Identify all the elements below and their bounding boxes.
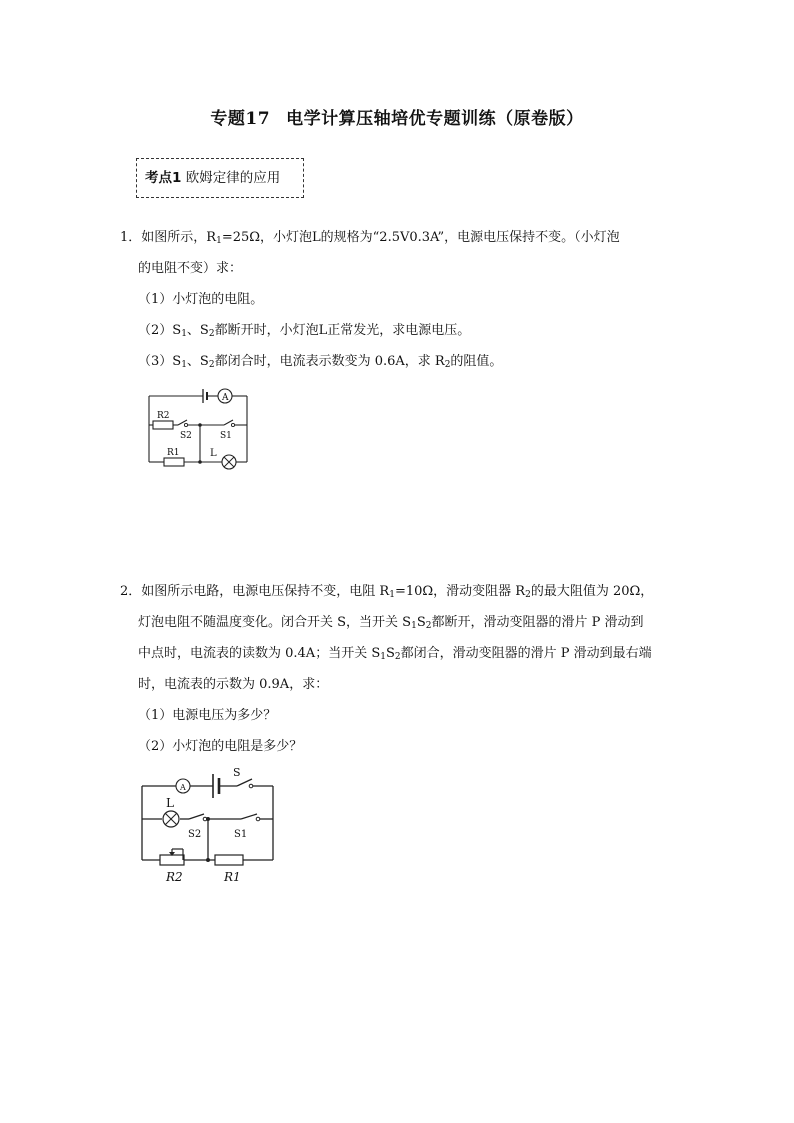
q1-sub: 1: [216, 236, 222, 246]
q2-line3-c: 都闭合，滑动变阻器的滑片 P 滑动到最右端: [400, 646, 652, 661]
q2-line2: [138, 615, 643, 631]
q2-line2-sub1: 1: [411, 621, 417, 631]
label-s2: S2: [180, 431, 192, 441]
q1-part3-a: （3）S: [138, 354, 182, 369]
q2-line3-a: 中点时，电流表的读数为 0.4A；当开关 S: [138, 646, 381, 661]
label-l: L: [166, 796, 174, 810]
q1-line2: 的电阻不变）求：: [138, 261, 243, 276]
label-r1: R1: [224, 870, 241, 884]
q2-line3-b: S: [385, 646, 395, 661]
q2-part2: （2）小灯泡的电阻是多少？: [138, 739, 303, 754]
rheostat-r2-icon: [160, 849, 184, 865]
q2-line2-c: 都断开，滑动变阻器的滑片 P 滑动到: [431, 615, 644, 630]
label-s: S: [233, 766, 241, 779]
title-topic-name: 电学计算压轴培优专题训练（原卷版）: [286, 109, 584, 129]
q2-line1: [120, 584, 653, 600]
q2-line2-a: 灯泡电阻不随温度变化。闭合开关 S，当开关 S: [138, 615, 412, 630]
q1-number: 1．: [120, 230, 142, 245]
q1-text-b: =25Ω，小灯泡L的规格为“2.5V0.3A”，电源电压保持不变。（小灯泡: [221, 230, 620, 245]
q1-part2: [138, 323, 470, 339]
q2-sub1: 1: [389, 590, 395, 600]
q2-line3-sub2: 2: [394, 652, 401, 662]
q1-line1: [120, 230, 620, 246]
label-s2: S2: [188, 829, 202, 840]
q2-number: 2．: [120, 584, 142, 599]
q2-part1: （1）电源电压为多少？: [138, 708, 277, 723]
resistor-r1-icon: [215, 855, 243, 865]
q2-line2-b: S: [416, 615, 426, 630]
kaodian-label: 考点1: [145, 170, 182, 186]
lamp-icon: [163, 811, 179, 827]
q2-line3-sub1: 1: [380, 652, 386, 662]
q1-part2-b: 、S: [186, 323, 209, 338]
resistor-r1-icon: [164, 458, 184, 466]
q2-text-c: 的最大阻值为 20Ω，: [530, 584, 654, 599]
label-r2: R2: [166, 870, 183, 884]
title-topic-number: 专题17: [210, 109, 271, 129]
q2-line4: 时，电流表的示数为 0.9A，求：: [138, 677, 329, 692]
label-s1: S1: [234, 829, 248, 840]
q1-part2-a: （2）S: [138, 323, 182, 338]
page-title: [0, 104, 794, 129]
kaodian-text: 欧姆定律的应用: [185, 170, 281, 186]
q1-part2-c: 都断开时，小灯泡L正常发光，求电源电压。: [214, 323, 471, 338]
label-r1: R1: [167, 448, 180, 458]
q1-part3-b: 、S: [186, 354, 209, 369]
q1-text-a: 如图所示，R: [141, 230, 217, 245]
label-s1: S1: [220, 431, 232, 441]
q1-part3-d: 的阻值。: [450, 354, 503, 369]
ammeter-label: A: [222, 393, 229, 403]
q2-text-b: =10Ω，滑动变阻器 R: [394, 584, 526, 599]
q1-part3: [138, 354, 502, 370]
label-r2: R2: [157, 411, 170, 421]
resistor-r2-icon: [153, 421, 173, 429]
q1-part3-sub1: 1: [181, 360, 187, 370]
q1-part2-sub1: 1: [181, 329, 187, 339]
q1-part1: （1）小灯泡的电阻。: [138, 292, 264, 307]
q2-line3: [138, 646, 652, 662]
q1-part3-sub3: 2: [444, 360, 451, 370]
kaodian-box: [136, 158, 304, 198]
ammeter-label: A: [180, 783, 186, 792]
label-l: L: [210, 448, 217, 459]
circuit-diagram-2: [133, 765, 283, 890]
q1-part3-sub2: 2: [208, 360, 215, 370]
q1-part3-c: 都闭合时，电流表示数变为 0.6A，求 R: [214, 354, 445, 369]
q1-part2-sub2: 2: [208, 329, 215, 339]
q2-line2-sub2: 2: [425, 621, 432, 631]
q2-sub2: 2: [525, 590, 531, 600]
q2-text-a: 如图所示电路，电源电压保持不变，电阻 R: [141, 584, 390, 599]
lamp-icon: [222, 455, 236, 469]
circuit-diagram-1: [140, 385, 255, 470]
